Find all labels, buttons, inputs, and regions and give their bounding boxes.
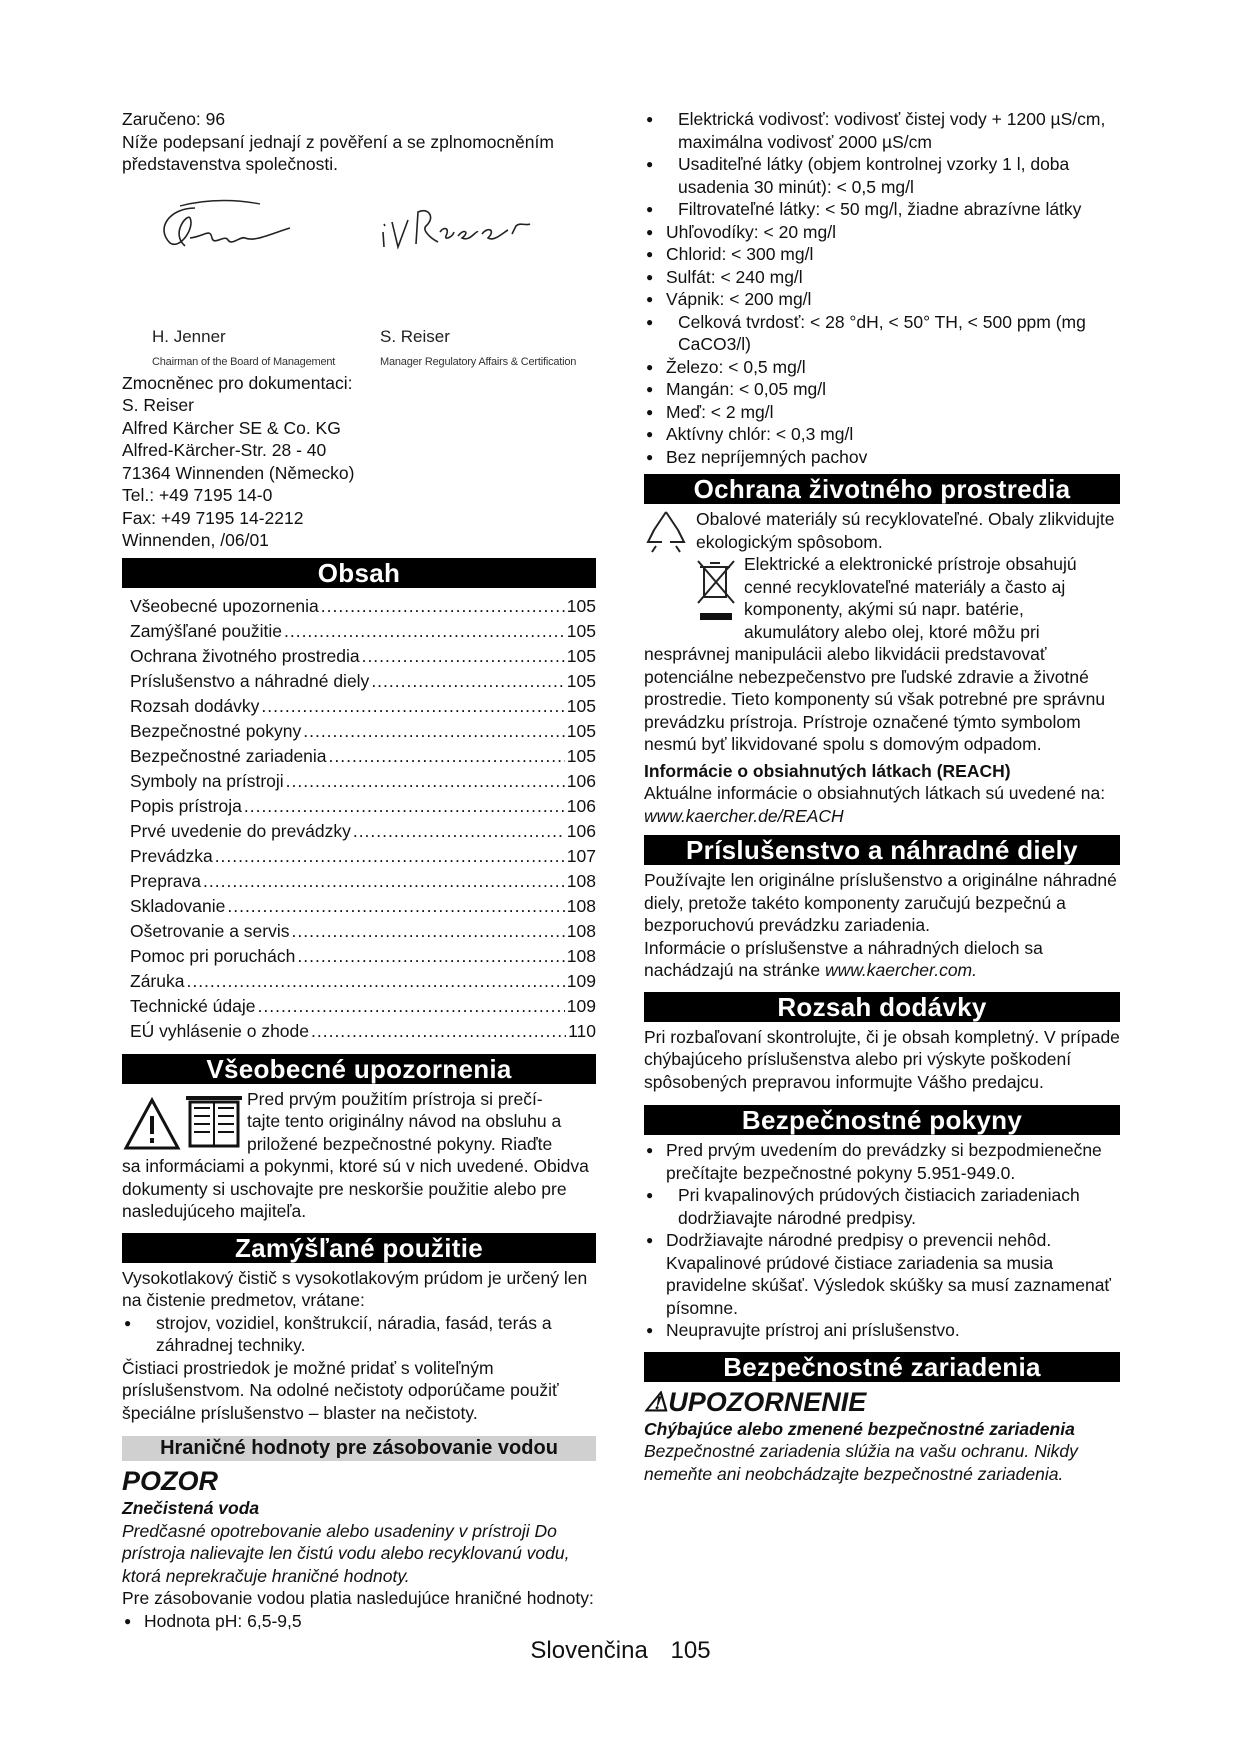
- water-limit-item: ● Meď: < 2 mg/l: [644, 401, 1120, 424]
- scope-text: Pri rozbaľovaní skontrolujte, či je obsah kompletný. V prípade chýbajúceho príslušenstva alebo pri výskyte poškodení spôsobených prepravou informujte Vášho predajcu.: [644, 1026, 1120, 1092]
- reach-text: Aktuálne informácie o obsiahnutých látkach sú uvedené na: www.kaercher.de/REACH: [644, 783, 1106, 826]
- electronics-disposal-text: Elektrické a elektronické prístroje obsahujú cenné recyklovateľné materiály a často aj komponenty, akými sú napr. batérie, akumulátory alebo olej, ktoré môžu pri nesprávnej manipulácii alebo likvidácii predstavovať potenciálne nebezpečenstvo pre ľudské zdravie a životné prostredie. Tieto komponenty sú však potrebné pre správnu prevádzku prístroja. Prístroje označené týmto symbolom nesmú byť likvidované spolu s domovým odpadom.: [644, 554, 1106, 754]
- toc-entry[interactable]: Preprava ..... 108: [130, 869, 596, 894]
- signer-title-2: Manager Regulatory Affairs & Certification: [380, 355, 577, 368]
- intended-use: [122, 1267, 596, 1425]
- water-limit-item: ● Hodnota pH: 6,5-9,5: [122, 1610, 596, 1633]
- section-heading-scope: Rozsah dodávky: [644, 992, 1120, 1022]
- scope-of-delivery: [644, 1026, 1120, 1094]
- water-limit-item: ● Celková tvrdosť: < 28 °dH, < 50° TH, < 500 ppm (mg CaCO3/l): [644, 311, 1120, 356]
- water-limit-item: ● Sulfát: < 240 mg/l: [644, 266, 1120, 289]
- safety-item: ● Pri kvapalinových prúdových čistiacich zariadeniach dodržiavajte národné predpisy.: [644, 1184, 1120, 1229]
- warning-triangle-icon: ⚠: [644, 1386, 669, 1417]
- reach-title: Informácie o obsiahnutých látkach (REACH): [644, 760, 1011, 781]
- water-limit-item: ● Chlorid: < 300 mg/l: [644, 243, 1120, 266]
- doc-line: S. Reiser: [122, 395, 194, 415]
- recycling-icon: [644, 508, 688, 554]
- guarantee-text: Zaručeno: 96: [122, 109, 226, 129]
- doc-line: Fax: +49 7195 14-2212: [122, 507, 304, 528]
- toc-heading: Obsah: [122, 558, 596, 588]
- section-heading-safety-devices: Bezpečnostné zariadenia: [644, 1352, 1120, 1382]
- safety-list: [644, 1139, 1120, 1342]
- warning-text: Bezpečnostné zariadenia slúžia na vašu ochranu. Nikdy nemeňte ani neobchádzajte bezpečnostné zariadenia.: [644, 1441, 1078, 1484]
- water-limits-text: Pre zásobovanie vodou platia nasledujúce hraničné hodnoty:: [122, 1588, 594, 1608]
- toc-entry[interactable]: Zamýšľané použitie ..... 105: [130, 619, 596, 644]
- toc-entry[interactable]: Symboly na prístroji ..... 106: [130, 769, 596, 794]
- accessories: [644, 869, 1120, 982]
- safety-item: ● Neupravujte prístroj ani príslušenstvo.: [644, 1319, 1120, 1342]
- section-heading-intended-use: Zamýšľané použitie: [122, 1233, 596, 1263]
- toc-entry[interactable]: Popis prístroja ..... 106: [130, 794, 596, 819]
- toc-entry[interactable]: Prevádzka ..... 107: [130, 844, 596, 869]
- water-limit-item: ● Aktívny chlór: < 0,3 mg/l: [644, 423, 1120, 446]
- toc-entry[interactable]: EÚ vyhlásenie o zhode ..... 110: [130, 1019, 596, 1044]
- safety-item: ● Pred prvým uvedením do prevádzky si bezpodmienečne prečítajte bezpečnostné pokyny 5.951-949.0.: [644, 1139, 1120, 1184]
- warning-label: ⚠UPOZORNENIE: [644, 1386, 867, 1417]
- caution-label: POZOR: [122, 1466, 219, 1496]
- water-limit-item: ● Bez nepríjemných pachov: [644, 446, 1120, 469]
- caution-text: Predčasné opotrebovanie alebo usadeniny v prístroji Do prístroja nalievajte len čistú vodu alebo recyklovanú vodu, ktorá neprekračuje hraničné hodnoty.: [122, 1520, 570, 1586]
- water-limit-item: ● Železo: < 0,5 mg/l: [644, 356, 1120, 379]
- left-column: [122, 108, 596, 1632]
- toc-entry[interactable]: Záruka ..... 109: [130, 969, 596, 994]
- toc-entry[interactable]: Rozsah dodávky ..... 105: [130, 694, 596, 719]
- intended-use-text: Vysokotlakový čistič s vysokotlakovým prúdom je určený len na čistenie predmetov, vrátane:: [122, 1267, 588, 1310]
- safety-item: ● Dodržiavajte národné predpisy o prevencii nehôd. Kvapalinové prúdové čistiace zariadenia sa musia pravidelne skúšať. Výsledok skúšky sa musí zaznamenať písomne.: [644, 1229, 1120, 1319]
- toc-entry[interactable]: Skladovanie ..... 108: [130, 894, 596, 919]
- section-heading-safety: Bezpečnostné pokyny: [644, 1105, 1120, 1135]
- section-heading-environment: Ochrana životného prostredia: [644, 474, 1120, 504]
- toc-entry[interactable]: Bezpečnostné pokyny ..... 105: [130, 719, 596, 744]
- footer-language: Slovenčina: [530, 1637, 648, 1664]
- signature-reiser: [378, 202, 558, 257]
- accessories-text: Používajte len originálne príslušenstvo a originálne náhradné diely, pretože takéto komponenty zaručujú bezpečnú a bezporuchovú prevádzku zariadenia.: [644, 870, 1117, 935]
- signature-jenner: [150, 198, 300, 258]
- general-text: sa informáciami a pokynmi, ktoré sú v nich uvedené. Obidva dokumenty si uschovajte pre neskoršie použitie alebo pre nasledujúceho majiteľa.: [122, 1156, 589, 1221]
- toc-entry[interactable]: Pomoc pri poruchách ..... 108: [130, 944, 596, 969]
- toc-entry[interactable]: Príslušenstvo a náhradné diely ..... 105: [130, 669, 596, 694]
- general-text-line: tajte tento originálny návod na obsluhu a: [247, 1111, 562, 1131]
- section-heading-accessories: Príslušenstvo a náhradné diely: [644, 835, 1120, 865]
- water-limit-item: ● Usaditeľné látky (objem kontrolnej vzorky 1 l, doba usadenia 30 minút): < 0,5 mg/l: [644, 153, 1120, 198]
- crossed-bin-icon: [696, 557, 736, 627]
- doc-line: Zmocněnec pro dokumentaci:: [122, 372, 353, 393]
- toc-entry[interactable]: Technické údaje ..... 109: [130, 994, 596, 1019]
- section-heading-general: Všeobecné upozornenia: [122, 1054, 596, 1084]
- doc-contact: [122, 354, 596, 552]
- doc-line: Winnenden, /06/01: [122, 530, 269, 550]
- water-limits-list: [644, 108, 1120, 468]
- water-limit-item: ● Filtrovateľné látky: < 50 mg/l, žiadne abrazívne látky: [644, 198, 1120, 221]
- signer-title-1: Chairman of the Board of Management: [152, 355, 336, 368]
- signatures: [122, 176, 596, 368]
- doc-line: 71364 Winnenden (Německo): [122, 462, 355, 483]
- toc-entry[interactable]: Ochrana životného prostredia ..... 105: [130, 644, 596, 669]
- accessories-info: Informácie o príslušenstve a náhradných dieloch sa nachádzajú na stránke www.kaercher.com.: [644, 937, 1043, 980]
- reach-link[interactable]: www.kaercher.de/REACH: [644, 805, 844, 826]
- general-text-line: priložené bezpečnostné pokyny. Riaďte: [247, 1133, 553, 1154]
- safety-devices: [644, 1386, 1120, 1486]
- water-limits: [122, 1465, 596, 1632]
- warning-subtitle: Chýbajúce alebo zmenené bezpečnostné zariadenia: [644, 1418, 1075, 1439]
- right-column: [644, 108, 1120, 1485]
- general-notes: [122, 1088, 596, 1223]
- general-text-line: Pred prvým použitím prístroja si prečí-: [247, 1088, 543, 1109]
- kaercher-link[interactable]: www.kaercher.com.: [824, 960, 977, 980]
- doc-line: Alfred-Kärcher-Str. 28 - 40: [122, 440, 327, 460]
- packaging-text: Obalové materiály sú recyklovateľné. Obaly zlikvidujte ekologickým spôsobom.: [696, 509, 1115, 552]
- water-limit-item: ● Uhľovodíky: < 20 mg/l: [644, 221, 1120, 244]
- warning-manual-icon: [122, 1088, 247, 1154]
- weee-icon-wrap: [696, 557, 736, 627]
- toc-entry[interactable]: Ošetrovanie a servis ..... 108: [130, 919, 596, 944]
- environment: [644, 508, 1120, 827]
- toc-entry[interactable]: Všeobecné upozornenia ..... 105: [130, 594, 596, 619]
- toc-entry[interactable]: Prvé uvedenie do prevádzky ..... 106: [130, 819, 596, 844]
- page-number: 105: [670, 1637, 711, 1664]
- intended-use-bullet: ● strojov, vozidiel, konštrukcií, náradia, fasád, terás a záhradnej techniky.: [122, 1312, 596, 1357]
- doc-line: Tel.: +49 7195 14-0: [122, 485, 273, 505]
- table-of-contents: [130, 594, 596, 1044]
- page-footer: [0, 1637, 1241, 1664]
- water-limit-item: ● Vápnik: < 200 mg/l: [644, 288, 1120, 311]
- caution-subtitle: Znečistená voda: [122, 1498, 260, 1518]
- water-limit-item: ● Elektrická vodivosť: vodivosť čistej vody + 1200 µS/cm, maximálna vodivosť 2000 µS/cm: [644, 108, 1120, 153]
- general-icons: [122, 1088, 247, 1154]
- section-heading-water-limits: Hraničné hodnoty pre zásobovanie vodou: [122, 1436, 596, 1461]
- recycling-icon-wrap: [644, 508, 688, 554]
- intended-use-text2: Čistiaci prostriedok je možné pridať s voliteľným príslušenstvom. Na odolné nečistoty odporúčame použiť špeciálne príslušenstvo – blaster na nečistoty.: [122, 1357, 559, 1423]
- signer-name-2: S. Reiser: [380, 326, 450, 346]
- signers-text: Níže podepsaní jednají z pověření a se zplnomocněním představenstva společnosti.: [122, 131, 554, 174]
- doc-line: Alfred Kärcher SE & Co. KG: [122, 417, 341, 438]
- signer-name-1: H. Jenner: [152, 326, 226, 346]
- toc-entry[interactable]: Bezpečnostné zariadenia ..... 105: [130, 744, 596, 769]
- water-limit-item: ● Mangán: < 0,05 mg/l: [644, 378, 1120, 401]
